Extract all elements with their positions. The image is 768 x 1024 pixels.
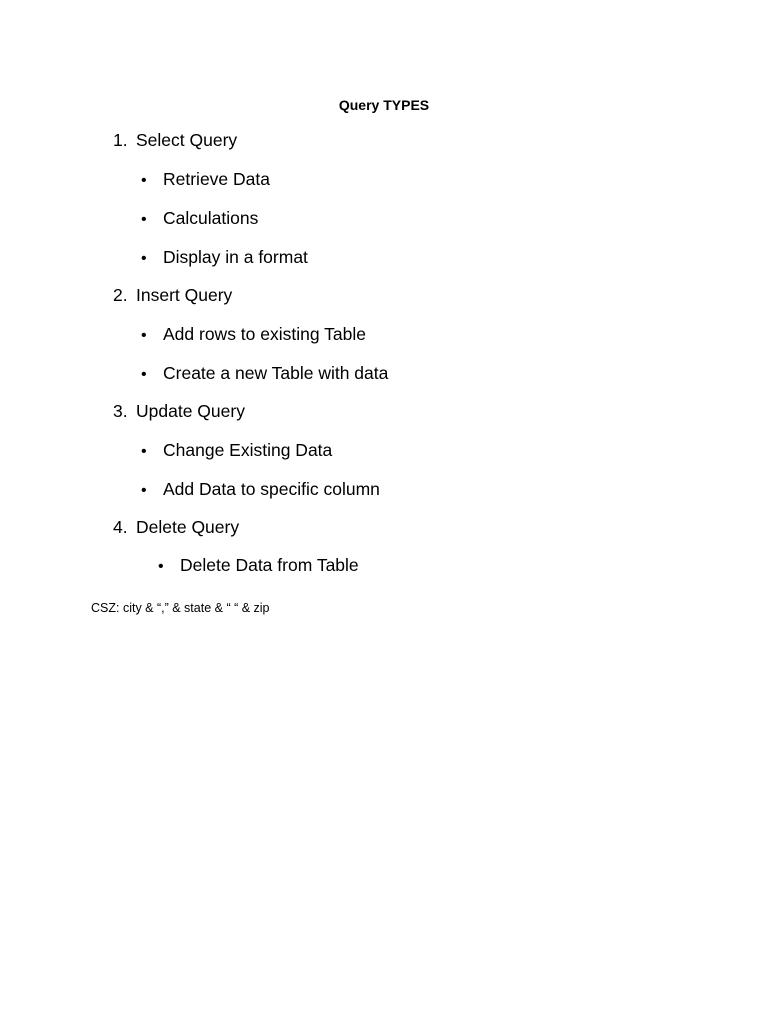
bullet-text: Retrieve Data xyxy=(163,169,270,189)
bullet-icon: • xyxy=(141,366,147,383)
list-item-section-4 xyxy=(113,515,239,539)
list-item-section-2 xyxy=(113,283,232,307)
bullet-item xyxy=(141,167,270,193)
bullet-item xyxy=(141,206,258,232)
bullet-item xyxy=(141,361,388,387)
bullet-icon: • xyxy=(141,443,147,460)
bullet-item xyxy=(141,245,308,271)
bullet-text: Create a new Table with data xyxy=(163,363,389,383)
bullet-text: Display in a format xyxy=(163,247,308,267)
document-title: Query TYPES xyxy=(338,97,430,113)
bullet-item xyxy=(141,477,380,503)
list-number: 3. xyxy=(113,401,128,421)
bullet-icon: • xyxy=(141,172,147,189)
section-label: Select Query xyxy=(136,130,238,150)
section-label: Delete Query xyxy=(136,517,240,537)
bullet-text: Change Existing Data xyxy=(163,440,333,460)
list-number: 1. xyxy=(113,130,128,150)
bullet-icon: • xyxy=(158,558,164,575)
bullet-text: Add rows to existing Table xyxy=(163,324,366,344)
section-label: Insert Query xyxy=(136,285,233,305)
list-number: 2. xyxy=(113,285,128,305)
list-item-section-3 xyxy=(113,399,245,423)
list-number: 4. xyxy=(113,517,128,537)
section-label: Update Query xyxy=(136,401,245,421)
bullet-item xyxy=(141,438,332,464)
bullet-item xyxy=(141,322,366,348)
bullet-icon: • xyxy=(141,211,147,228)
bullet-text: Delete Data from Table xyxy=(180,555,359,575)
list-item-section-1 xyxy=(113,128,237,152)
bullet-icon: • xyxy=(141,327,147,344)
bullet-icon: • xyxy=(141,482,147,499)
bullet-text: Calculations xyxy=(163,208,259,228)
bullet-item xyxy=(158,553,359,579)
bullet-icon: • xyxy=(141,250,147,267)
csz-formula-note: CSZ: city & “,” & state & “ “ & zip xyxy=(91,601,270,615)
bullet-text: Add Data to specific column xyxy=(163,479,380,499)
